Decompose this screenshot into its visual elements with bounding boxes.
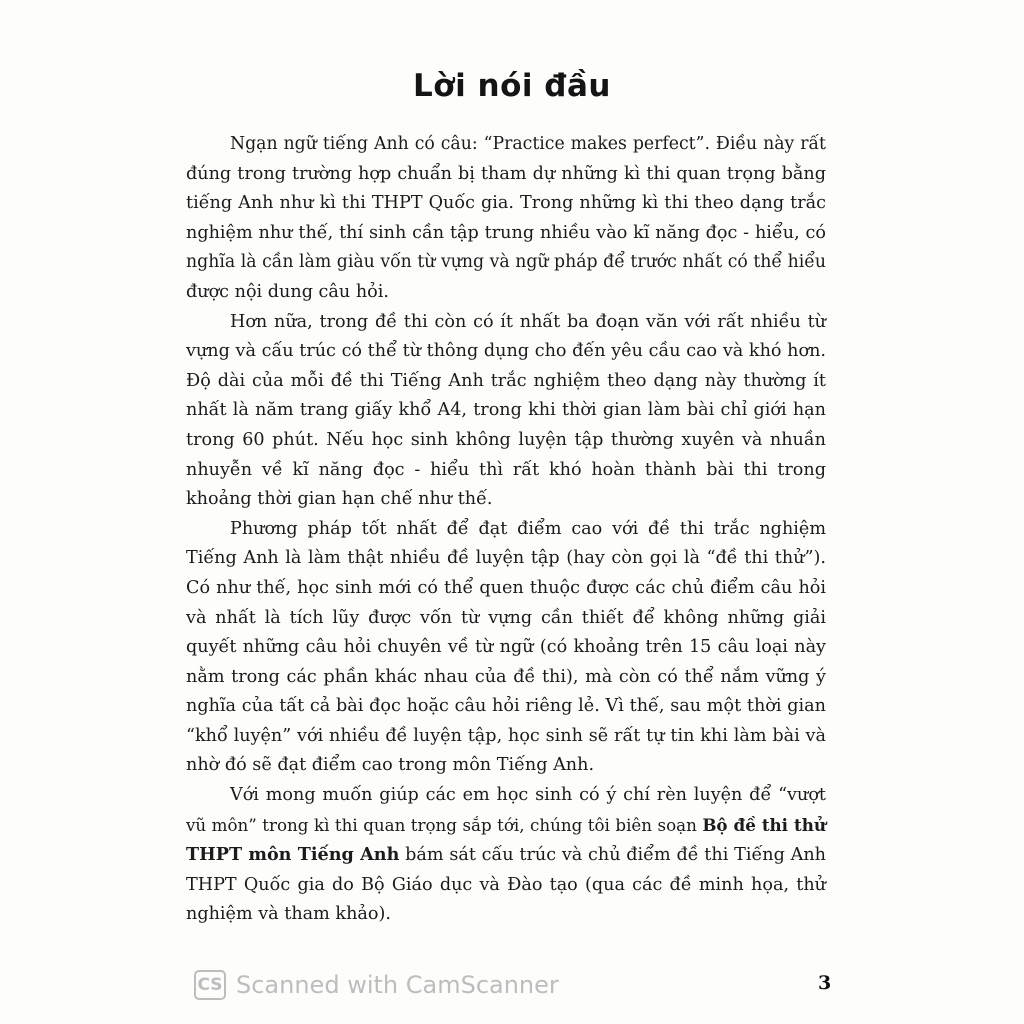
text-line: nằm trong các phần khác nhau của đề thi), mà còn có thể nắm vững ý <box>186 666 826 687</box>
text-run: vũ môn” trong kì thi quan trọng sắp tới, chúng tôi biên soạn <box>186 814 703 835</box>
text-line: Có như thế, học sinh mới có thể quen thuộc được các chủ điểm câu hỏi <box>186 577 826 598</box>
text-line: Hơn nữa, trong đề thi còn có ít nhất ba đoạn văn với rất nhiều từ <box>230 311 826 332</box>
text-line: “khổ luyện” với nhiều đề luyện tập, học sinh sẽ rất tự tin khi làm bài và <box>186 725 826 746</box>
watermark-text: Scanned with CamScanner <box>236 971 559 999</box>
paragraph-3 <box>186 515 826 781</box>
text-line: vựng và cấu trúc có thể từ thông dụng cho đến yêu cầu cao và khó hơn. <box>186 341 826 362</box>
text-line: khoảng thời gian hạn chế như thế. <box>186 489 493 510</box>
text-line: nghiệm như thế, thí sinh cần tập trung nhiều vào kĩ năng đọc - hiểu, có <box>186 222 826 243</box>
book-title-bold: Bộ đề thi thử <box>702 814 826 835</box>
text-line: nghiệm và tham khảo). <box>186 904 391 925</box>
text-line: Ngạn ngữ tiếng Anh có câu: “Practice makes perfect”. Điều này rất <box>230 134 826 154</box>
text-line: và nhất là tích lũy được vốn từ vựng cần thiết để không những giải <box>186 607 826 628</box>
text-run: bám sát cấu trúc và chủ điểm đề thi Tiếng Anh <box>399 845 826 866</box>
text-line: tiếng Anh như kì thi THPT Quốc gia. Trong những kì thi theo dạng trắc <box>186 193 826 214</box>
text-line <box>186 840 826 871</box>
paragraph-4 <box>186 781 826 930</box>
text-line: nhuyễn về kĩ năng đọc - hiểu thì rất khó hoàn thành bài thi trong <box>186 459 826 480</box>
page-number: 3 <box>818 972 832 994</box>
paragraph-2 <box>186 308 826 515</box>
text-line: Độ dài của mỗi đề thi Tiếng Anh trắc nghiệm theo dạng này thường ít <box>186 370 826 391</box>
page-title: Lời nói đầu <box>413 68 611 104</box>
text-line: nghĩa là cần làm giàu vốn từ vựng và ngữ pháp để trước nhất có thể hiểu <box>186 252 826 273</box>
text-line: nghĩa của tất cả bài đọc hoặc câu hỏi riêng lẻ. Vì thế, sau một thời gian <box>186 696 826 717</box>
text-line: được nội dung câu hỏi. <box>186 281 389 302</box>
text-line: nhờ đó sẽ đạt điểm cao trong môn Tiếng Anh. <box>186 755 595 776</box>
document-body <box>186 130 826 930</box>
book-title-bold: THPT môn Tiếng Anh <box>186 844 400 866</box>
text-line <box>186 811 826 841</box>
text-line: quyết những câu hỏi chuyên về từ ngữ (có khoảng trên 15 câu loại này <box>186 637 826 658</box>
text-line: nhất là năm trang giấy khổ A4, trong khi thời gian làm bài chỉ giới hạn <box>186 400 826 421</box>
text-line: Với mong muốn giúp các em học sinh có ý chí rèn luyện để “vượt <box>230 785 826 806</box>
text-line: đúng trong trường hợp chuẩn bị tham dự những kì thi quan trọng bằng <box>186 163 826 184</box>
text-line: Tiếng Anh là làm thật nhiều đề luyện tập (hay còn gọi là “đề thi thử”). <box>186 548 826 569</box>
text-line: THPT Quốc gia do Bộ Giáo dục và Đào tạo (qua các đề minh họa, thử <box>186 874 826 895</box>
paragraph-1 <box>186 130 826 308</box>
camscanner-logo-icon: CS <box>194 970 226 1000</box>
text-line: trong 60 phút. Nếu học sinh không luyện tập thường xuyên và nhuần <box>186 429 826 450</box>
camscanner-watermark <box>194 968 559 1002</box>
text-line: Phương pháp tốt nhất để đạt điểm cao với đề thi trắc nghiệm <box>230 518 826 539</box>
